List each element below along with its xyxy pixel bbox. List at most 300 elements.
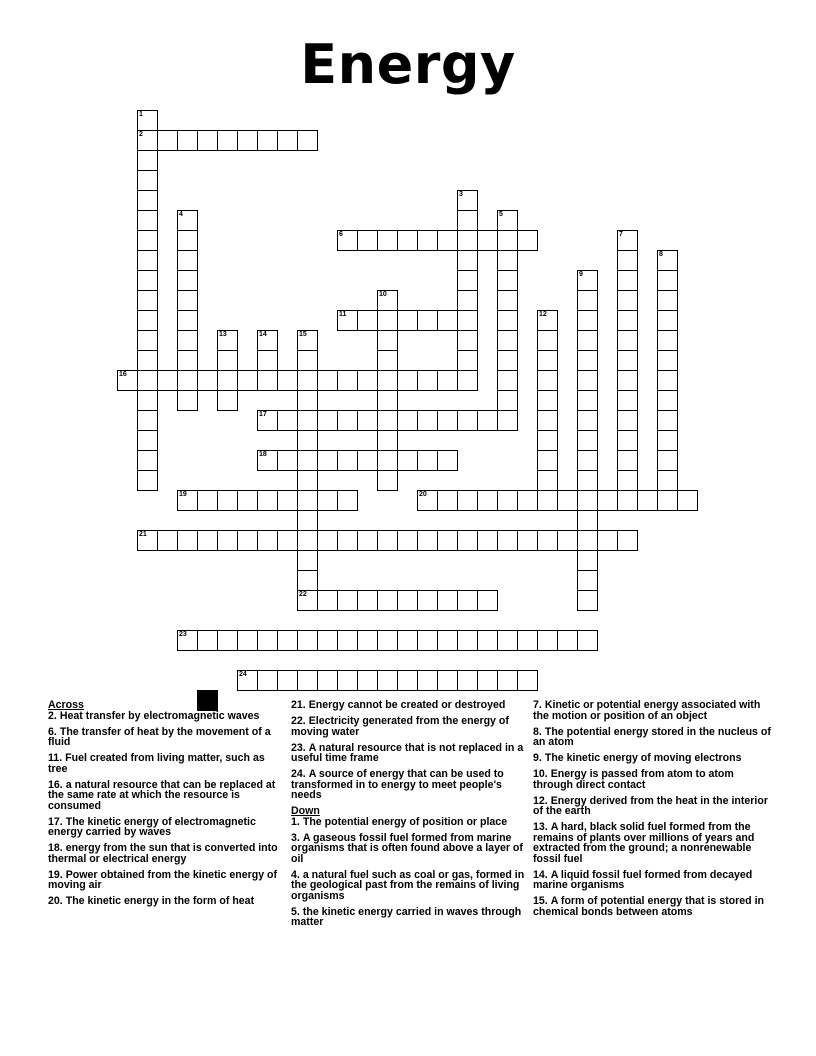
clue-text: A form of potential energy that is stored in chemical bonds between atoms bbox=[533, 895, 765, 918]
answer-cell[interactable] bbox=[297, 590, 318, 611]
answer-cell[interactable] bbox=[557, 490, 578, 511]
answer-cell[interactable] bbox=[657, 270, 678, 291]
answer-cell[interactable] bbox=[457, 350, 478, 371]
answer-cell[interactable] bbox=[117, 370, 138, 391]
answer-cell[interactable] bbox=[457, 210, 478, 231]
answer-cell[interactable] bbox=[557, 530, 578, 551]
down-clue bbox=[533, 870, 771, 891]
answer-cell[interactable] bbox=[437, 310, 458, 331]
down-clue bbox=[533, 896, 771, 917]
answer-cell[interactable] bbox=[277, 450, 298, 471]
answer-cell[interactable] bbox=[657, 350, 678, 371]
answer-cell[interactable] bbox=[597, 490, 618, 511]
clue-number-3: 3 bbox=[459, 191, 463, 198]
answer-cell[interactable] bbox=[297, 410, 318, 431]
answer-cell[interactable] bbox=[457, 230, 478, 251]
answer-cell[interactable] bbox=[497, 390, 518, 411]
answer-cell[interactable] bbox=[497, 250, 518, 271]
answer-cell[interactable] bbox=[497, 410, 518, 431]
answer-cell[interactable] bbox=[297, 490, 318, 511]
answer-cell[interactable] bbox=[177, 210, 198, 231]
answer-cell[interactable] bbox=[257, 450, 278, 471]
answer-cell[interactable] bbox=[617, 430, 638, 451]
answer-cell[interactable] bbox=[397, 310, 418, 331]
answer-cell[interactable] bbox=[537, 470, 558, 491]
answer-cell[interactable] bbox=[537, 330, 558, 351]
answer-cell[interactable] bbox=[477, 490, 498, 511]
answer-cell[interactable] bbox=[617, 290, 638, 311]
answer-cell[interactable] bbox=[217, 130, 238, 151]
answer-cell[interactable] bbox=[357, 530, 378, 551]
answer-cell[interactable] bbox=[137, 270, 158, 291]
answer-cell[interactable] bbox=[337, 630, 358, 651]
answer-cell[interactable] bbox=[497, 370, 518, 391]
answer-cell[interactable] bbox=[617, 470, 638, 491]
answer-cell[interactable] bbox=[237, 630, 258, 651]
answer-cell[interactable] bbox=[657, 370, 678, 391]
answer-cell[interactable] bbox=[277, 130, 298, 151]
answer-cell[interactable] bbox=[497, 350, 518, 371]
answer-cell[interactable] bbox=[577, 530, 598, 551]
answer-cell[interactable] bbox=[337, 370, 358, 391]
answer-cell[interactable] bbox=[517, 490, 538, 511]
answer-cell[interactable] bbox=[437, 530, 458, 551]
answer-cell[interactable] bbox=[577, 390, 598, 411]
answer-cell[interactable] bbox=[177, 370, 198, 391]
answer-cell[interactable] bbox=[457, 330, 478, 351]
answer-cell[interactable] bbox=[677, 490, 698, 511]
answer-cell[interactable] bbox=[177, 350, 198, 371]
answer-cell[interactable] bbox=[517, 230, 538, 251]
answer-cell[interactable] bbox=[157, 130, 178, 151]
answer-cell[interactable] bbox=[337, 310, 358, 331]
answer-cell[interactable] bbox=[497, 630, 518, 651]
answer-cell[interactable] bbox=[277, 370, 298, 391]
answer-cell[interactable] bbox=[277, 530, 298, 551]
answer-cell[interactable] bbox=[417, 590, 438, 611]
answer-cell[interactable] bbox=[437, 450, 458, 471]
answer-cell[interactable] bbox=[477, 670, 498, 691]
answer-cell[interactable] bbox=[637, 490, 658, 511]
answer-cell[interactable] bbox=[257, 530, 278, 551]
answer-cell[interactable] bbox=[617, 370, 638, 391]
answer-cell[interactable] bbox=[237, 490, 258, 511]
answer-cell[interactable] bbox=[657, 430, 678, 451]
answer-cell[interactable] bbox=[137, 250, 158, 271]
answer-cell[interactable] bbox=[517, 670, 538, 691]
answer-cell[interactable] bbox=[297, 330, 318, 351]
answer-cell[interactable] bbox=[397, 530, 418, 551]
answer-cell[interactable] bbox=[597, 530, 618, 551]
answer-cell[interactable] bbox=[277, 670, 298, 691]
answer-cell[interactable] bbox=[137, 210, 158, 231]
answer-cell[interactable] bbox=[657, 290, 678, 311]
answer-cell[interactable] bbox=[317, 530, 338, 551]
answer-cell[interactable] bbox=[657, 310, 678, 331]
answer-cell[interactable] bbox=[617, 410, 638, 431]
clue-number-19: 19 bbox=[179, 491, 187, 498]
answer-cell[interactable] bbox=[577, 410, 598, 431]
answer-cell[interactable] bbox=[237, 670, 258, 691]
answer-cell[interactable] bbox=[417, 670, 438, 691]
answer-cell[interactable] bbox=[417, 530, 438, 551]
answer-cell[interactable] bbox=[537, 370, 558, 391]
answer-cell[interactable] bbox=[337, 530, 358, 551]
clue-number-7: 7 bbox=[619, 231, 623, 238]
answer-cell[interactable] bbox=[297, 390, 318, 411]
answer-cell[interactable] bbox=[617, 250, 638, 271]
answer-cell[interactable] bbox=[577, 570, 598, 591]
answer-cell[interactable] bbox=[417, 450, 438, 471]
answer-cell[interactable] bbox=[477, 590, 498, 611]
answer-cell[interactable] bbox=[317, 490, 338, 511]
answer-cell[interactable] bbox=[657, 490, 678, 511]
answer-cell[interactable] bbox=[577, 350, 598, 371]
answer-cell[interactable] bbox=[197, 530, 218, 551]
answer-cell[interactable] bbox=[357, 670, 378, 691]
answer-cell[interactable] bbox=[177, 630, 198, 651]
answer-cell[interactable] bbox=[257, 410, 278, 431]
answer-cell[interactable] bbox=[437, 370, 458, 391]
clue-number-17: 17 bbox=[259, 411, 267, 418]
down-clue bbox=[533, 727, 771, 748]
answer-cell[interactable] bbox=[617, 310, 638, 331]
answer-cell[interactable] bbox=[257, 330, 278, 351]
answer-cell[interactable] bbox=[457, 630, 478, 651]
clue-number-16: 16 bbox=[119, 371, 127, 378]
answer-cell[interactable] bbox=[217, 330, 238, 351]
down-clue bbox=[533, 796, 771, 817]
answer-cell[interactable] bbox=[437, 410, 458, 431]
answer-cell[interactable] bbox=[417, 230, 438, 251]
answer-cell[interactable] bbox=[417, 630, 438, 651]
answer-cell[interactable] bbox=[497, 210, 518, 231]
answer-cell[interactable] bbox=[477, 630, 498, 651]
answer-cell[interactable] bbox=[137, 130, 158, 151]
answer-cell[interactable] bbox=[177, 290, 198, 311]
answer-cell[interactable] bbox=[177, 490, 198, 511]
answer-cell[interactable] bbox=[217, 630, 238, 651]
answer-cell[interactable] bbox=[497, 310, 518, 331]
across-clue-list bbox=[48, 711, 286, 907]
answer-cell[interactable] bbox=[257, 130, 278, 151]
answer-cell[interactable] bbox=[297, 550, 318, 571]
answer-cell[interactable] bbox=[457, 310, 478, 331]
puzzle-title: Energy bbox=[300, 33, 516, 96]
answer-cell[interactable] bbox=[217, 350, 238, 371]
answer-cell[interactable] bbox=[377, 430, 398, 451]
answer-cell[interactable] bbox=[397, 450, 418, 471]
answer-cell[interactable] bbox=[617, 270, 638, 291]
answer-cell[interactable] bbox=[257, 670, 278, 691]
answer-cell[interactable] bbox=[537, 390, 558, 411]
answer-cell[interactable] bbox=[257, 350, 278, 371]
answer-cell[interactable] bbox=[237, 130, 258, 151]
answer-cell[interactable] bbox=[137, 390, 158, 411]
answer-cell[interactable] bbox=[457, 670, 478, 691]
answer-cell[interactable] bbox=[357, 370, 378, 391]
answer-cell[interactable] bbox=[137, 410, 158, 431]
answer-cell[interactable] bbox=[537, 350, 558, 371]
answer-cell[interactable] bbox=[497, 330, 518, 351]
answer-cell[interactable] bbox=[537, 310, 558, 331]
across-clue bbox=[48, 817, 286, 838]
answer-cell[interactable] bbox=[357, 310, 378, 331]
answer-cell[interactable] bbox=[297, 370, 318, 391]
clue-text: Energy cannot be created or destroyed bbox=[308, 699, 506, 711]
answer-cell[interactable] bbox=[397, 590, 418, 611]
answer-cell[interactable] bbox=[577, 450, 598, 471]
across-heading: Across bbox=[48, 699, 84, 711]
answer-cell[interactable] bbox=[377, 470, 398, 491]
answer-cell[interactable] bbox=[577, 310, 598, 331]
answer-cell[interactable] bbox=[177, 530, 198, 551]
clue-number: 6. bbox=[48, 725, 57, 738]
answer-cell[interactable] bbox=[137, 450, 158, 471]
answer-cell[interactable] bbox=[377, 630, 398, 651]
clue-number: 5. bbox=[291, 905, 300, 918]
answer-cell[interactable] bbox=[577, 290, 598, 311]
answer-cell[interactable] bbox=[437, 670, 458, 691]
answer-cell[interactable] bbox=[377, 370, 398, 391]
answer-cell[interactable] bbox=[357, 590, 378, 611]
answer-cell[interactable] bbox=[277, 490, 298, 511]
answer-cell[interactable] bbox=[457, 370, 478, 391]
answer-cell[interactable] bbox=[577, 630, 598, 651]
answer-cell[interactable] bbox=[537, 450, 558, 471]
answer-cell[interactable] bbox=[617, 490, 638, 511]
answer-cell[interactable] bbox=[357, 410, 378, 431]
answer-cell[interactable] bbox=[337, 590, 358, 611]
answer-cell[interactable] bbox=[437, 630, 458, 651]
answer-cell[interactable] bbox=[377, 310, 398, 331]
answer-cell[interactable] bbox=[177, 230, 198, 251]
answer-cell[interactable] bbox=[397, 410, 418, 431]
answer-cell[interactable] bbox=[137, 430, 158, 451]
answer-cell[interactable] bbox=[197, 490, 218, 511]
down-clue bbox=[291, 817, 527, 828]
answer-cell[interactable] bbox=[297, 530, 318, 551]
answer-cell[interactable] bbox=[317, 410, 338, 431]
answer-cell[interactable] bbox=[377, 230, 398, 251]
answer-cell[interactable] bbox=[297, 430, 318, 451]
answer-cell[interactable] bbox=[157, 530, 178, 551]
answer-cell[interactable] bbox=[297, 630, 318, 651]
across-clue bbox=[291, 716, 527, 737]
answer-cell[interactable] bbox=[257, 490, 278, 511]
answer-cell[interactable] bbox=[657, 410, 678, 431]
answer-cell[interactable] bbox=[217, 370, 238, 391]
answer-cell[interactable] bbox=[577, 590, 598, 611]
answer-cell[interactable] bbox=[397, 230, 418, 251]
clue-number-12: 12 bbox=[539, 311, 547, 318]
answer-cell[interactable] bbox=[537, 430, 558, 451]
clue-number-1: 1 bbox=[139, 111, 143, 118]
answer-cell[interactable] bbox=[657, 330, 678, 351]
answer-cell[interactable] bbox=[377, 350, 398, 371]
answer-cell[interactable] bbox=[317, 670, 338, 691]
answer-cell[interactable] bbox=[477, 230, 498, 251]
answer-cell[interactable] bbox=[377, 530, 398, 551]
answer-cell[interactable] bbox=[297, 470, 318, 491]
answer-cell[interactable] bbox=[537, 410, 558, 431]
answer-cell[interactable] bbox=[537, 490, 558, 511]
answer-cell[interactable] bbox=[577, 330, 598, 351]
answer-cell[interactable] bbox=[137, 230, 158, 251]
answer-cell[interactable] bbox=[357, 230, 378, 251]
answer-cell[interactable] bbox=[177, 390, 198, 411]
answer-cell[interactable] bbox=[337, 670, 358, 691]
answer-cell[interactable] bbox=[297, 670, 318, 691]
answer-cell[interactable] bbox=[177, 250, 198, 271]
answer-cell[interactable] bbox=[217, 390, 238, 411]
answer-cell[interactable] bbox=[257, 370, 278, 391]
answer-cell[interactable] bbox=[197, 370, 218, 391]
answer-cell[interactable] bbox=[317, 590, 338, 611]
answer-cell[interactable] bbox=[537, 630, 558, 651]
answer-cell[interactable] bbox=[657, 470, 678, 491]
answer-cell[interactable] bbox=[457, 590, 478, 611]
answer-cell[interactable] bbox=[557, 630, 578, 651]
answer-cell[interactable] bbox=[137, 370, 158, 391]
answer-cell[interactable] bbox=[457, 190, 478, 211]
answer-cell[interactable] bbox=[377, 590, 398, 611]
answer-cell[interactable] bbox=[577, 270, 598, 291]
answer-cell[interactable] bbox=[277, 630, 298, 651]
answer-cell[interactable] bbox=[577, 370, 598, 391]
answer-cell[interactable] bbox=[357, 450, 378, 471]
answer-cell[interactable] bbox=[577, 550, 598, 571]
answer-cell[interactable] bbox=[317, 450, 338, 471]
answer-cell[interactable] bbox=[517, 530, 538, 551]
answer-cell[interactable] bbox=[297, 450, 318, 471]
answer-cell[interactable] bbox=[577, 510, 598, 531]
answer-cell[interactable] bbox=[517, 630, 538, 651]
answer-cell[interactable] bbox=[177, 310, 198, 331]
answer-cell[interactable] bbox=[257, 630, 278, 651]
answer-cell[interactable] bbox=[297, 510, 318, 531]
answer-cell[interactable] bbox=[137, 290, 158, 311]
answer-cell[interactable] bbox=[617, 450, 638, 471]
answer-cell[interactable] bbox=[657, 390, 678, 411]
answer-cell[interactable] bbox=[377, 670, 398, 691]
answer-cell[interactable] bbox=[577, 470, 598, 491]
answer-cell[interactable] bbox=[377, 390, 398, 411]
clue-text: The transfer of heat by the movement of a fluid bbox=[48, 725, 271, 748]
answer-cell[interactable] bbox=[177, 330, 198, 351]
answer-cell[interactable] bbox=[437, 230, 458, 251]
answer-cell[interactable] bbox=[137, 170, 158, 191]
answer-cell[interactable] bbox=[297, 130, 318, 151]
answer-cell[interactable] bbox=[237, 370, 258, 391]
answer-cell[interactable] bbox=[617, 330, 638, 351]
answer-cell[interactable] bbox=[437, 490, 458, 511]
answer-cell[interactable] bbox=[137, 190, 158, 211]
answer-cell[interactable] bbox=[157, 370, 178, 391]
answer-cell[interactable] bbox=[337, 230, 358, 251]
clue-text: The potential energy of position or place bbox=[302, 815, 508, 828]
clue-number: 2. bbox=[48, 709, 57, 722]
answer-cell[interactable] bbox=[237, 530, 258, 551]
answer-cell[interactable] bbox=[357, 630, 378, 651]
answer-cell[interactable] bbox=[537, 530, 558, 551]
answer-cell[interactable] bbox=[457, 490, 478, 511]
answer-cell[interactable] bbox=[177, 130, 198, 151]
answer-cell[interactable] bbox=[577, 430, 598, 451]
answer-cell[interactable] bbox=[397, 370, 418, 391]
answer-cell[interactable] bbox=[497, 670, 518, 691]
answer-cell[interactable] bbox=[457, 250, 478, 271]
answer-cell[interactable] bbox=[437, 590, 458, 611]
answer-cell[interactable] bbox=[317, 630, 338, 651]
answer-cell[interactable] bbox=[137, 310, 158, 331]
answer-cell[interactable] bbox=[397, 670, 418, 691]
answer-cell[interactable] bbox=[177, 270, 198, 291]
answer-cell[interactable] bbox=[197, 130, 218, 151]
answer-cell[interactable] bbox=[337, 410, 358, 431]
answer-cell[interactable] bbox=[457, 270, 478, 291]
answer-cell[interactable] bbox=[137, 110, 158, 131]
answer-cell[interactable] bbox=[497, 290, 518, 311]
answer-cell[interactable] bbox=[217, 530, 238, 551]
clue-number-4: 4 bbox=[179, 211, 183, 218]
clue-number: 7. bbox=[533, 699, 542, 711]
answer-cell[interactable] bbox=[477, 530, 498, 551]
answer-cell[interactable] bbox=[457, 290, 478, 311]
answer-cell[interactable] bbox=[337, 490, 358, 511]
answer-cell[interactable] bbox=[657, 450, 678, 471]
answer-cell[interactable] bbox=[297, 350, 318, 371]
answer-cell[interactable] bbox=[457, 410, 478, 431]
answer-cell[interactable] bbox=[317, 370, 338, 391]
answer-cell[interactable] bbox=[137, 350, 158, 371]
answer-cell[interactable] bbox=[497, 270, 518, 291]
answer-cell[interactable] bbox=[197, 630, 218, 651]
answer-cell[interactable] bbox=[497, 490, 518, 511]
answer-cell[interactable] bbox=[377, 450, 398, 471]
answer-cell[interactable] bbox=[137, 470, 158, 491]
clue-text: A liquid fossil fuel formed from decayed marine organisms bbox=[533, 868, 753, 891]
answer-cell[interactable] bbox=[477, 410, 498, 431]
answer-cell[interactable] bbox=[377, 330, 398, 351]
clue-number-11: 11 bbox=[339, 311, 347, 318]
answer-cell[interactable] bbox=[417, 490, 438, 511]
answer-cell[interactable] bbox=[617, 350, 638, 371]
answer-cell[interactable] bbox=[417, 410, 438, 431]
answer-cell[interactable] bbox=[277, 410, 298, 431]
answer-cell[interactable] bbox=[497, 230, 518, 251]
answer-cell[interactable] bbox=[217, 490, 238, 511]
clue-text: Electricity generated from the energy of moving water bbox=[291, 715, 509, 738]
answer-cell[interactable] bbox=[137, 150, 158, 171]
answer-cell[interactable] bbox=[617, 230, 638, 251]
answer-cell[interactable] bbox=[617, 530, 638, 551]
answer-cell[interactable] bbox=[617, 390, 638, 411]
answer-cell[interactable] bbox=[417, 310, 438, 331]
answer-cell[interactable] bbox=[337, 450, 358, 471]
answer-cell[interactable] bbox=[297, 570, 318, 591]
answer-cell[interactable] bbox=[377, 290, 398, 311]
answer-cell[interactable] bbox=[657, 250, 678, 271]
answer-cell[interactable] bbox=[577, 490, 598, 511]
answer-cell[interactable] bbox=[137, 330, 158, 351]
answer-cell[interactable] bbox=[417, 370, 438, 391]
answer-cell[interactable] bbox=[397, 630, 418, 651]
answer-cell[interactable] bbox=[137, 530, 158, 551]
answer-cell[interactable] bbox=[497, 530, 518, 551]
answer-cell[interactable] bbox=[457, 530, 478, 551]
answer-cell[interactable] bbox=[377, 410, 398, 431]
